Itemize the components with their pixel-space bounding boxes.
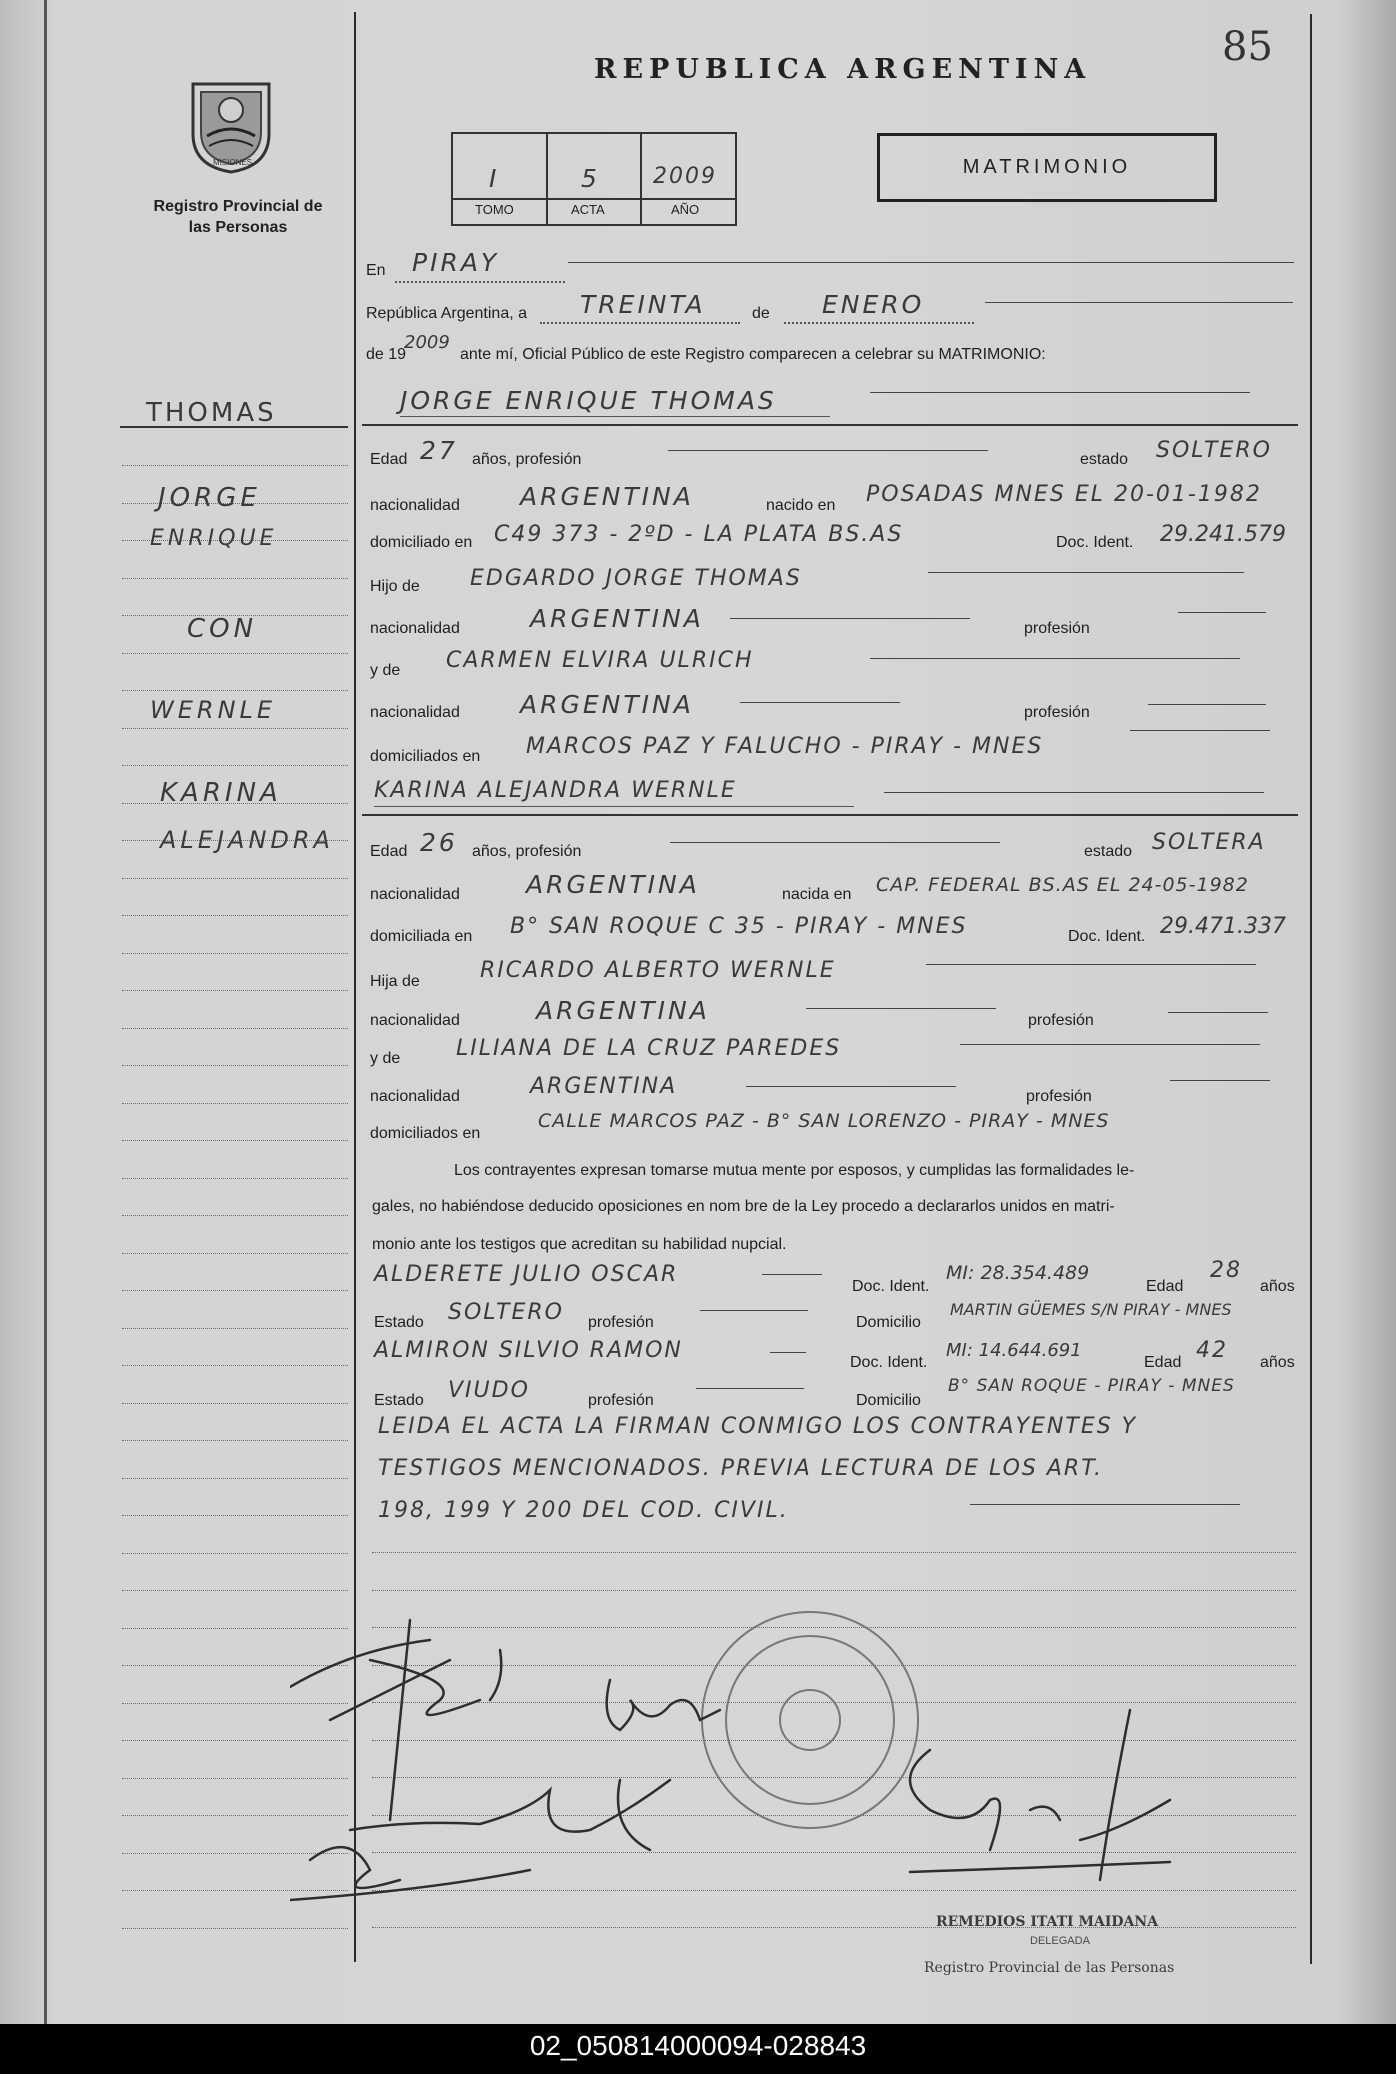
page-right-border	[1310, 14, 1312, 1964]
registry-name: Registro Provincial de las Personas	[153, 198, 323, 236]
bride-father-nat: ARGENTINA	[536, 996, 710, 1025]
record-box	[451, 132, 737, 226]
margin-ruled-line	[122, 878, 348, 879]
bride-name: KARINA ALEJANDRA WERNLE	[374, 778, 737, 803]
margin-ruled-line	[122, 765, 348, 766]
margin-name-7: ALEJANDRA	[160, 826, 334, 854]
margin-ruled-line	[122, 1590, 348, 1591]
groom-prof1-label: profesión	[1024, 620, 1090, 637]
bride-father: RICARDO ALBERTO WERNLE	[480, 958, 836, 983]
bride-hija-label: Hija de	[370, 973, 420, 990]
groom-nac-label: nacionalidad	[370, 497, 460, 514]
bride-estado: SOLTERA	[1152, 830, 1266, 855]
blank-line	[700, 1310, 808, 1311]
blank-line	[746, 1086, 956, 1087]
groom-prof2-label: profesión	[1024, 704, 1090, 721]
witness-2-estado-label: Estado	[374, 1392, 424, 1409]
bride-nac1-label: nacionalidad	[370, 1012, 460, 1029]
dots	[395, 281, 565, 283]
republica-label: República Argentina, a	[366, 305, 527, 322]
ano-label: AÑO	[671, 202, 700, 217]
closing-line-3: 198, 199 Y 200 DEL COD. CIVIL.	[378, 1498, 789, 1523]
acta-value: 5	[581, 164, 600, 193]
blank-line	[884, 792, 1264, 793]
blank-line	[870, 392, 1250, 393]
official-stamp-registry: Registro Provincial de las Personas	[924, 1960, 1175, 1976]
footer-id: 02_050814000094-028843	[529, 2030, 867, 2061]
groom-mother: CARMEN ELVIRA ULRICH	[446, 648, 754, 673]
witness-2-age: 42	[1196, 1338, 1228, 1363]
groom-anos-prof-label: años, profesión	[472, 451, 582, 468]
blank-line	[1130, 730, 1270, 731]
witness-1-address: MARTIN GÜEMES S/N PIRAY - MNES	[950, 1300, 1232, 1319]
blank-line	[985, 302, 1293, 303]
groom-hijo-label: Hijo de	[370, 578, 420, 595]
margin-ruled-line	[122, 1028, 348, 1029]
margin-name-5: WERNLE	[150, 696, 277, 724]
groom-birth: POSADAS MNES EL 20-01-1982	[866, 482, 1262, 507]
official-stamp-role: DELEGADA	[1030, 1935, 1090, 1947]
de19-label: de 19	[366, 346, 407, 363]
tomo-value: I	[489, 164, 500, 193]
margin-ruled-line	[122, 1140, 348, 1141]
section-separator	[362, 424, 1298, 426]
groom-nac1-label: nacionalidad	[370, 620, 460, 637]
margin-name-6: KARINA	[160, 778, 282, 808]
witness-1-estado-label: Estado	[374, 1314, 424, 1331]
bride-edad-label: Edad	[370, 843, 408, 860]
bride-prof2-label: profesión	[1026, 1088, 1092, 1105]
margin-ruled-line	[122, 1290, 348, 1291]
blank-line	[730, 618, 970, 619]
record-type: MATRIMONIO	[962, 156, 1132, 178]
main-ruled-line	[372, 1590, 1296, 1591]
record-type-box	[877, 133, 1217, 202]
bride-dom-label: domiciliada en	[370, 928, 473, 945]
bride-parents-address: CALLE MARCOS PAZ - B° SAN LORENZO - PIRAY - MNES	[538, 1110, 1110, 1132]
witness-1-prof-label: profesión	[588, 1314, 654, 1331]
margin-name-4: CON	[187, 614, 258, 644]
blank-line	[1170, 1080, 1270, 1081]
signatures	[290, 1600, 1290, 1940]
acta-label: ACTA	[571, 202, 605, 217]
bride-address: B° SAN ROQUE C 35 - PIRAY - MNES	[510, 914, 968, 939]
margin-ruled-line	[122, 1478, 348, 1479]
bride-mother: LILIANA DE LA CRUZ PAREDES	[456, 1036, 842, 1061]
witness-1-name: ALDERETE JULIO OSCAR	[374, 1262, 679, 1287]
blank-line	[740, 702, 900, 703]
intro-year: 2009	[404, 332, 450, 353]
groom-nac2-label: nacionalidad	[370, 704, 460, 721]
margin-ruled-line	[122, 1515, 348, 1516]
witness-2-edad-label: Edad	[1144, 1354, 1182, 1371]
margin-ruled-line	[122, 653, 348, 654]
margin-ruled-line	[122, 1365, 348, 1366]
witness-2-prof-label: profesión	[588, 1392, 654, 1409]
witness-1-doc-label: Doc. Ident.	[852, 1278, 930, 1295]
bride-prof1-label: profesión	[1028, 1012, 1094, 1029]
margin-ruled-line	[122, 1440, 348, 1441]
groom-doc-label: Doc. Ident.	[1056, 534, 1134, 551]
groom-address: C49 373 - 2ºD - LA PLATA BS.AS	[494, 522, 904, 547]
dots	[540, 322, 740, 324]
seal-label: MISIONES	[213, 158, 253, 167]
margin-ruled-line	[122, 1328, 348, 1329]
witness-1-dom-label: Domicilio	[856, 1314, 921, 1331]
witness-2-name: ALMIRON SILVIO RAMON	[374, 1338, 683, 1363]
margin-ruled-line	[122, 990, 348, 991]
blank-line	[568, 262, 1294, 263]
margin-ruled-line	[122, 1103, 348, 1104]
witness-2-doc: MI: 14.644.691	[946, 1340, 1082, 1361]
blank-line	[1168, 1012, 1268, 1013]
declaration-line-1: Los contrayentes expresan tomarse mutua mente por esposos, y cumplidas las formalidades le-	[454, 1162, 1135, 1179]
blank-line	[670, 842, 1000, 843]
bride-yde-label: y de	[370, 1050, 401, 1067]
bride-nationality: ARGENTINA	[526, 870, 700, 899]
margin-ruled-line	[122, 953, 348, 954]
bride-nacida-label: nacida en	[782, 886, 852, 903]
bride-nac2-label: nacionalidad	[370, 1088, 460, 1105]
bride-anos-prof-label: años, profesión	[472, 843, 582, 860]
declaration-line-2: gales, no habiéndose deducido oposiciones en nom bre de la Ley procedo a declararlos unidos en matri-	[372, 1198, 1115, 1215]
groom-doc: 29.241.579	[1160, 522, 1286, 547]
margin-ruled-line	[122, 1178, 348, 1179]
bride-birth: CAP. FEDERAL BS.AS EL 24-05-1982	[876, 874, 1249, 896]
witness-1-age: 28	[1210, 1258, 1242, 1283]
witness-2-address: B° SAN ROQUE - PIRAY - MNES	[948, 1376, 1235, 1396]
groom-parents-address: MARCOS PAZ Y FALUCHO - PIRAY - MNES	[526, 734, 1044, 759]
margin-ruled-line	[122, 1403, 348, 1404]
margin-name-3: ENRIQUE	[150, 526, 278, 551]
witness-1-edad-label: Edad	[1146, 1278, 1184, 1295]
tomo-label: TOMO	[475, 202, 514, 217]
margin-ruled-line	[122, 915, 348, 916]
blank-line	[762, 1274, 822, 1275]
groom-estado-label: estado	[1080, 451, 1129, 468]
hw-line	[374, 806, 854, 807]
declaration-line-3: monio ante los testigos que acreditan su habilidad nupcial.	[372, 1236, 787, 1253]
margin-ruled-line	[122, 578, 348, 579]
de-label: de	[752, 305, 770, 322]
blank-line	[960, 1044, 1260, 1045]
official-stamp-name: REMEDIOS ITATI MAIDANA	[936, 1914, 1159, 1930]
hw-line	[400, 416, 830, 417]
groom-doms-label: domiciliados en	[370, 748, 481, 765]
margin-name-underline	[120, 426, 348, 428]
witness-1-estado: SOLTERO	[448, 1300, 564, 1325]
bride-age: 26	[420, 828, 458, 857]
margin-name-2: JORGE	[158, 483, 261, 513]
closing-line-1: LEIDA EL ACTA LA FIRMAN CONMIGO LOS CONTRAYENTES Y	[378, 1414, 1138, 1439]
ante-text: ante mí, Oficial Público de este Registro comparecen a celebrar su MATRIMONIO:	[460, 346, 1046, 363]
section-separator	[362, 814, 1298, 816]
witness-2-estado: VIUDO	[448, 1378, 530, 1403]
bride-nac-label: nacionalidad	[370, 886, 460, 903]
margin-ruled-line	[122, 1253, 348, 1254]
witness-1-anos-label: años	[1260, 1278, 1295, 1295]
groom-edad-label: Edad	[370, 451, 408, 468]
blank-line	[926, 964, 1256, 965]
groom-nacido-label: nacido en	[766, 497, 836, 514]
groom-mother-nat: ARGENTINA	[520, 690, 694, 719]
bride-doc: 29.471.337	[1160, 914, 1286, 939]
bride-doc-label: Doc. Ident.	[1068, 928, 1146, 945]
margin-ruled-line	[122, 1215, 348, 1216]
margin-ruled-line	[122, 728, 348, 729]
groom-father-nat: ARGENTINA	[530, 604, 704, 633]
margin-ruled-line	[122, 1065, 348, 1066]
groom-estado: SOLTERO	[1156, 438, 1272, 463]
country-title: REPUBLICA ARGENTINA	[594, 54, 1092, 85]
closing-line-2: TESTIGOS MENCIONADOS. PREVIA LECTURA DE LOS ART.	[378, 1456, 1104, 1481]
groom-nationality: ARGENTINA	[520, 482, 694, 511]
witness-1-doc: MI: 28.354.489	[946, 1262, 1090, 1284]
intro-place: PIRAY	[412, 248, 500, 277]
blank-line	[970, 1504, 1240, 1505]
bride-estado-label: estado	[1084, 843, 1133, 860]
blank-line	[1148, 704, 1266, 705]
margin-ruled-line	[122, 690, 348, 691]
witness-2-anos-label: años	[1260, 1354, 1295, 1371]
ano-value: 2009	[653, 164, 717, 189]
bride-doms-label: domiciliados en	[370, 1125, 481, 1142]
intro-day: TREINTA	[580, 290, 706, 319]
blank-line	[928, 572, 1244, 573]
groom-age: 27	[420, 436, 458, 465]
blank-line	[1178, 612, 1266, 613]
bride-mother-nat: ARGENTINA	[530, 1074, 678, 1099]
page-number: 85	[1222, 24, 1273, 70]
margin-name-1: THOMAS	[146, 398, 277, 428]
en-label: En	[366, 262, 386, 279]
blank-line	[770, 1352, 806, 1353]
blank-line	[806, 1008, 996, 1009]
blank-line	[870, 658, 1240, 659]
witness-2-doc-label: Doc. Ident.	[850, 1354, 928, 1371]
intro-month: ENERO	[822, 290, 925, 319]
witness-2-dom-label: Domicilio	[856, 1392, 921, 1409]
page-left-edge	[44, 0, 47, 2024]
main-ruled-line	[372, 1552, 1296, 1553]
dots	[784, 322, 974, 324]
blank-line	[668, 450, 988, 451]
groom-father: EDGARDO JORGE THOMAS	[470, 566, 802, 591]
blank-line	[696, 1388, 804, 1389]
groom-name: JORGE ENRIQUE THOMAS	[400, 386, 777, 415]
margin-ruled-line	[122, 465, 348, 466]
groom-yde-label: y de	[370, 662, 401, 679]
groom-dom-label: domiciliado en	[370, 534, 473, 551]
margin-ruled-line	[122, 1553, 348, 1554]
